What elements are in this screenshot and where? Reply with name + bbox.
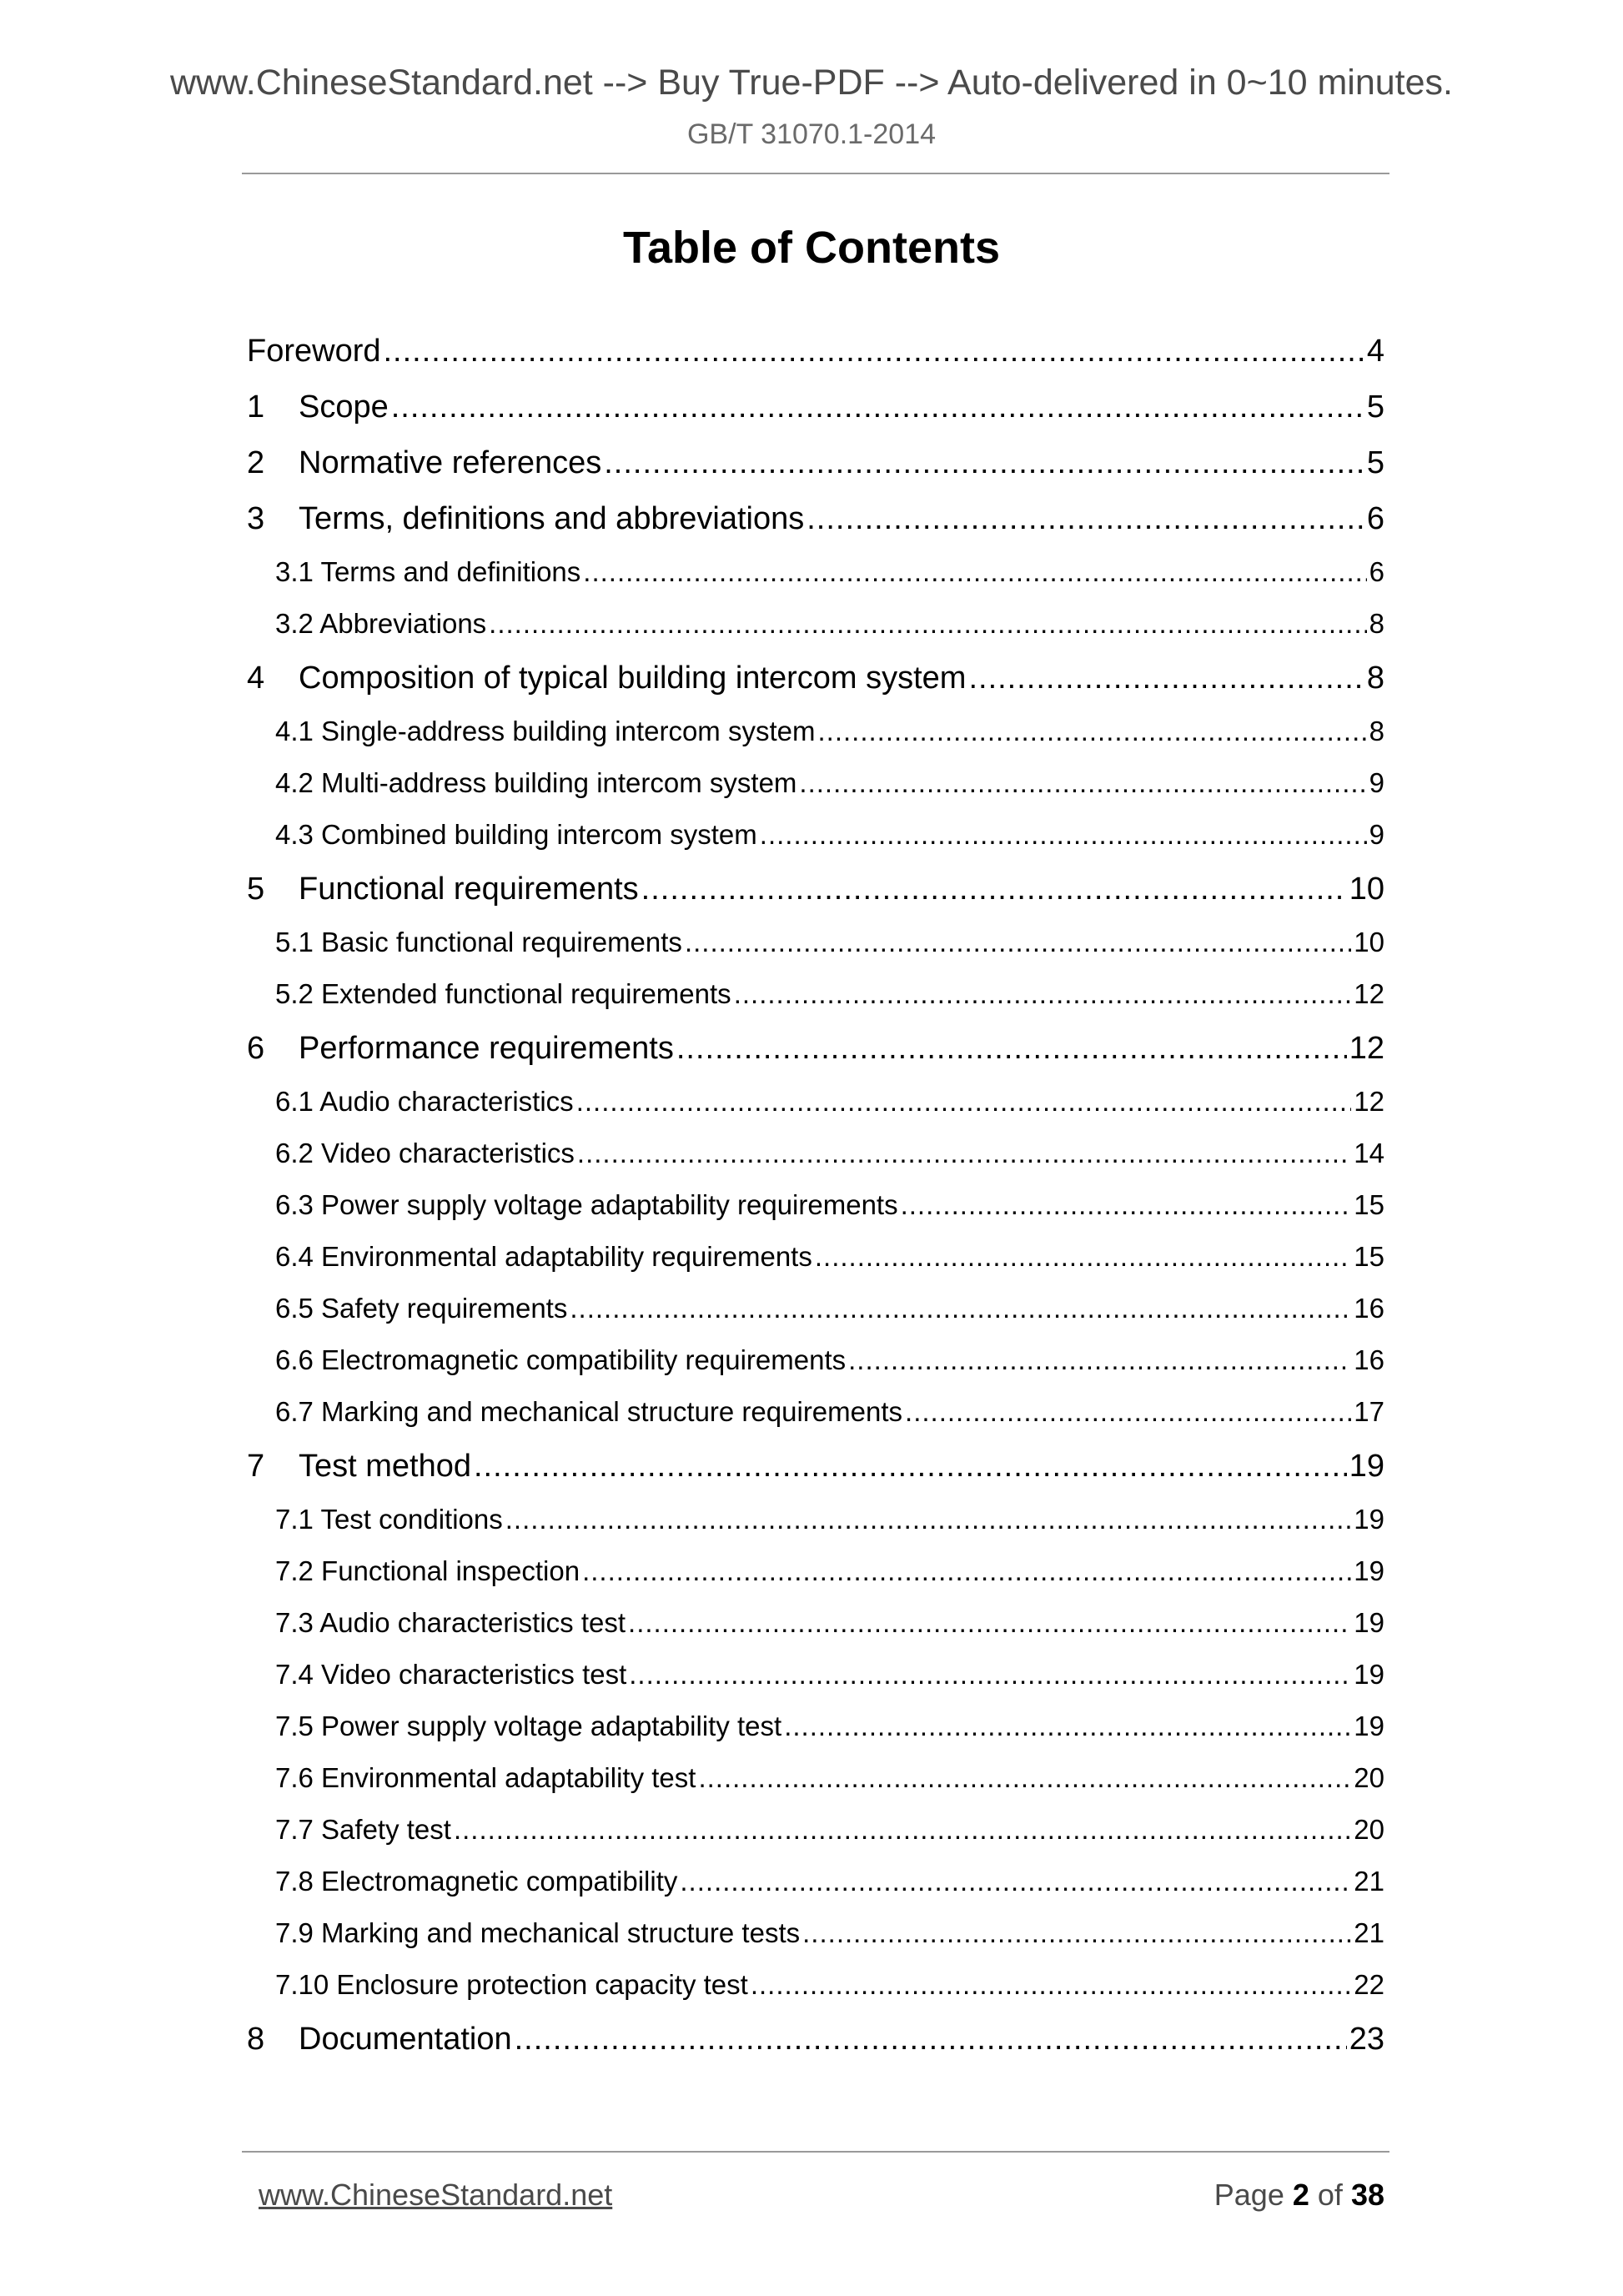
toc-dot-leader bbox=[901, 1188, 1352, 1222]
toc-entry-page: 22 bbox=[1354, 1969, 1384, 2000]
toc-entry-page: 10 bbox=[1349, 872, 1384, 907]
toc-entry-page: 4 bbox=[1366, 334, 1384, 369]
toc-entry-label: 5.2 Extended functional requirements bbox=[275, 978, 731, 1009]
toc-dot-leader bbox=[698, 1761, 1351, 1795]
toc-entry-label: 6.1 Audio characteristics bbox=[275, 1086, 574, 1117]
toc-entry[interactable] bbox=[247, 500, 1384, 538]
toc-dot-leader bbox=[751, 1968, 1351, 2002]
toc-entry-page: 19 bbox=[1354, 1504, 1384, 1535]
toc-entry-label: 6.5 Safety requirements bbox=[275, 1293, 568, 1324]
toc-dot-leader bbox=[577, 1137, 1351, 1170]
toc-dot-leader bbox=[784, 1710, 1351, 1743]
toc-entry-label: Functional requirements bbox=[299, 872, 639, 907]
toc-entry-label: Performance requirements bbox=[299, 1031, 674, 1066]
toc-entry-label: 7.8 Electromagnetic compatibility bbox=[275, 1866, 678, 1897]
toc-entry[interactable] bbox=[247, 977, 1384, 1011]
toc-entry-label: 3.2 Abbreviations bbox=[275, 608, 487, 639]
toc-entry-label: Test method bbox=[299, 1449, 471, 1484]
toc-entry-number: 8 bbox=[247, 2022, 265, 2057]
toc-dot-leader bbox=[391, 388, 1364, 426]
toc-entry-label: 7.4 Video characteristics test bbox=[275, 1659, 627, 1690]
toc-entry-label: 4.2 Multi-address building intercom system bbox=[275, 767, 797, 798]
page-indicator bbox=[1214, 2180, 1384, 2210]
toc-entry-label: 6.7 Marking and mechanical structure requirements bbox=[275, 1396, 903, 1427]
toc-entry-page: 8 bbox=[1369, 608, 1384, 639]
toc-dot-leader bbox=[968, 659, 1364, 697]
toc-dot-leader bbox=[680, 1865, 1351, 1898]
header-banner: www.ChineseStandard.net --> Buy True-PDF --> Auto-delivered in 0~10 minutes. bbox=[169, 63, 1453, 103]
toc-entry-label: 4.3 Combined building intercom system bbox=[275, 819, 757, 850]
toc-dot-leader bbox=[806, 500, 1364, 538]
toc-entry[interactable] bbox=[247, 1606, 1384, 1640]
toc-entry-page: 12 bbox=[1354, 1086, 1384, 1117]
toc-dot-leader bbox=[576, 1085, 1352, 1118]
toc-dot-leader bbox=[817, 715, 1366, 748]
toc-entry[interactable] bbox=[247, 1292, 1384, 1325]
toc-entry[interactable] bbox=[247, 1658, 1384, 1691]
toc-entry-number: 7 bbox=[247, 1449, 265, 1484]
toc-entry[interactable] bbox=[247, 1240, 1384, 1274]
toc-dot-leader bbox=[628, 1606, 1351, 1640]
toc-dot-leader bbox=[384, 332, 1364, 370]
toc-entry[interactable] bbox=[247, 1813, 1384, 1846]
toc-dot-leader bbox=[629, 1658, 1351, 1691]
toc-entry-number: 5 bbox=[247, 872, 265, 907]
toc-entry-number: 4 bbox=[247, 661, 265, 696]
toc-dot-leader bbox=[685, 926, 1351, 959]
toc-dot-leader bbox=[515, 2020, 1347, 2058]
toc-entry[interactable] bbox=[247, 870, 1384, 908]
toc-entry[interactable] bbox=[247, 1447, 1384, 1485]
toc-entry-page: 8 bbox=[1366, 661, 1384, 696]
toc-entry-number: 6 bbox=[247, 1031, 265, 1066]
toc-dot-leader bbox=[815, 1240, 1351, 1274]
toc-dot-leader bbox=[734, 977, 1352, 1011]
toc-dot-leader bbox=[474, 1447, 1347, 1485]
page-of: of bbox=[1317, 2178, 1343, 2212]
toc-entry-page: 14 bbox=[1354, 1138, 1384, 1168]
toc-entry[interactable] bbox=[247, 1344, 1384, 1377]
toc-entry-page: 12 bbox=[1354, 978, 1384, 1009]
toc-entry-page: 15 bbox=[1354, 1241, 1384, 1272]
toc-entry-label: 6.4 Environmental adaptability requirements bbox=[275, 1241, 812, 1272]
toc-entry-label: Documentation bbox=[299, 2022, 512, 2057]
toc-dot-leader bbox=[676, 1029, 1347, 1068]
toc-entry[interactable] bbox=[247, 818, 1384, 852]
toc-entry-label: Scope bbox=[299, 389, 389, 425]
toc-entry[interactable] bbox=[247, 1917, 1384, 1950]
page-total: 38 bbox=[1350, 2178, 1384, 2212]
standard-id: GB/T 31070.1-2014 bbox=[686, 118, 937, 150]
toc-entry[interactable] bbox=[247, 1188, 1384, 1222]
toc-dot-leader bbox=[905, 1395, 1351, 1429]
toc-entry-number: 3 bbox=[247, 501, 265, 536]
page-title: Table of Contents bbox=[623, 223, 1000, 273]
toc-entry-label: Composition of typical building intercom system bbox=[299, 661, 967, 696]
toc-dot-leader bbox=[570, 1292, 1351, 1325]
footer-divider bbox=[242, 2151, 1389, 2153]
toc-entry[interactable] bbox=[247, 1395, 1384, 1429]
toc-entry[interactable] bbox=[247, 715, 1384, 748]
toc-entry-page: 19 bbox=[1354, 1607, 1384, 1638]
toc-dot-leader bbox=[489, 607, 1366, 641]
toc-entry[interactable] bbox=[247, 1761, 1384, 1795]
toc-entry-page: 21 bbox=[1354, 1866, 1384, 1897]
toc-entry[interactable] bbox=[247, 1137, 1384, 1170]
toc-entry-label: 7.5 Power supply voltage adaptability test bbox=[275, 1711, 782, 1741]
toc-entry[interactable] bbox=[247, 607, 1384, 641]
toc-entry[interactable] bbox=[247, 1085, 1384, 1118]
toc-entry[interactable] bbox=[247, 1710, 1384, 1743]
toc-entry-page: 12 bbox=[1349, 1031, 1384, 1066]
toc-entry-page: 21 bbox=[1354, 1917, 1384, 1948]
toc-entry-label: 3.1 Terms and definitions bbox=[275, 556, 581, 587]
toc-entry-page: 10 bbox=[1354, 927, 1384, 957]
toc-entry-page: 16 bbox=[1354, 1293, 1384, 1324]
toc-entry-page: 19 bbox=[1354, 1555, 1384, 1586]
toc-entry-page: 9 bbox=[1369, 819, 1384, 850]
toc-entry-label: Terms, definitions and abbreviations bbox=[299, 501, 805, 536]
toc-entry-number: 2 bbox=[247, 445, 265, 480]
toc-dot-leader bbox=[454, 1813, 1351, 1846]
footer-website-link[interactable]: www.ChineseStandard.net bbox=[259, 2178, 613, 2212]
toc-dot-leader bbox=[582, 1555, 1351, 1588]
toc-entry-label: Foreword bbox=[247, 334, 381, 369]
toc-entry-label: 7.9 Marking and mechanical structure tests bbox=[275, 1917, 801, 1948]
toc-entry-page: 9 bbox=[1369, 767, 1384, 798]
toc-entry-page: 5 bbox=[1366, 445, 1384, 480]
toc-entry[interactable] bbox=[247, 444, 1384, 482]
toc-dot-leader bbox=[604, 444, 1364, 482]
toc-entry-number: 1 bbox=[247, 389, 265, 425]
toc-entry-label: Normative references bbox=[299, 445, 602, 480]
toc-entry-page: 19 bbox=[1354, 1659, 1384, 1690]
toc-entry-page: 19 bbox=[1354, 1711, 1384, 1741]
toc-entry[interactable] bbox=[247, 1029, 1384, 1068]
toc-entry-label: 7.7 Safety test bbox=[275, 1814, 451, 1845]
toc-dot-leader bbox=[505, 1503, 1352, 1536]
toc-entry-page: 23 bbox=[1349, 2022, 1384, 2057]
table-of-contents bbox=[247, 0, 1384, 2296]
toc-dot-leader bbox=[583, 555, 1366, 589]
toc-entry-page: 15 bbox=[1354, 1189, 1384, 1220]
toc-entry-page: 5 bbox=[1366, 389, 1384, 425]
toc-dot-leader bbox=[799, 766, 1366, 800]
toc-entry[interactable] bbox=[247, 1865, 1384, 1898]
toc-entry-page: 20 bbox=[1354, 1762, 1384, 1793]
toc-entry[interactable] bbox=[247, 1968, 1384, 2002]
toc-entry-page: 6 bbox=[1369, 556, 1384, 587]
toc-entry-label: 7.1 Test conditions bbox=[275, 1504, 503, 1535]
toc-entry[interactable] bbox=[247, 1503, 1384, 1536]
page-prefix: Page bbox=[1213, 2178, 1284, 2212]
toc-entry[interactable] bbox=[247, 926, 1384, 959]
toc-dot-leader bbox=[760, 818, 1367, 852]
toc-entry-page: 20 bbox=[1354, 1814, 1384, 1845]
toc-entry-label: 7.10 Enclosure protection capacity test bbox=[275, 1969, 748, 2000]
toc-entry[interactable] bbox=[247, 555, 1384, 589]
toc-entry-label: 7.3 Audio characteristics test bbox=[275, 1607, 626, 1638]
toc-entry-page: 6 bbox=[1366, 501, 1384, 536]
toc-dot-leader bbox=[848, 1344, 1351, 1377]
toc-dot-leader bbox=[641, 870, 1347, 908]
toc-entry[interactable] bbox=[247, 766, 1384, 800]
toc-entry-label: 6.6 Electromagnetic compatibility requirements bbox=[275, 1344, 847, 1375]
toc-entry-label: 4.1 Single-address building intercom system bbox=[275, 716, 816, 746]
toc-entry[interactable] bbox=[247, 1555, 1384, 1588]
toc-entry-page: 19 bbox=[1349, 1449, 1384, 1484]
toc-entry-label: 6.3 Power supply voltage adaptability requirements bbox=[275, 1189, 898, 1220]
page-current: 2 bbox=[1292, 2178, 1309, 2212]
toc-entry-label: 5.1 Basic functional requirements bbox=[275, 927, 682, 957]
toc-entry[interactable] bbox=[247, 659, 1384, 697]
toc-entry-page: 17 bbox=[1354, 1396, 1384, 1427]
toc-entry[interactable] bbox=[247, 388, 1384, 426]
toc-entry-label: 7.2 Functional inspection bbox=[275, 1555, 580, 1586]
toc-entry-page: 8 bbox=[1369, 716, 1384, 746]
toc-entry[interactable] bbox=[247, 2020, 1384, 2058]
toc-dot-leader bbox=[802, 1917, 1351, 1950]
toc-entry-label: 6.2 Video characteristics bbox=[275, 1138, 575, 1168]
toc-entry-page: 16 bbox=[1354, 1344, 1384, 1375]
toc-entry[interactable] bbox=[247, 332, 1384, 370]
toc-entry-label: 7.6 Environmental adaptability test bbox=[275, 1762, 696, 1793]
